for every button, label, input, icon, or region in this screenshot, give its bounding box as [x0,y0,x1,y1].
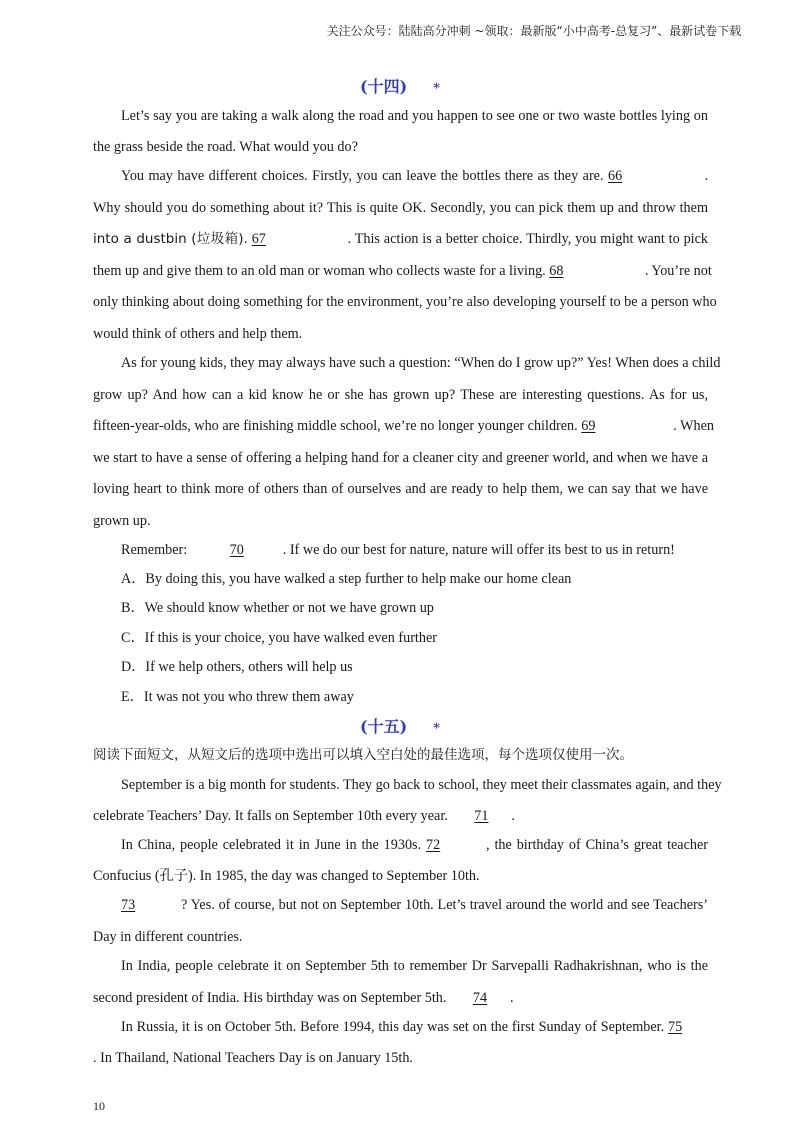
page-header: 关注公众号：陆陆高分冲刺 ~领取：最新版“小中高考-总复习”、最新试卷下载 [326,24,742,38]
paragraph-line: You may have different choices. Firstly, you can leave the bottles there as they are. 66 . [121,168,709,184]
paragraph-line: grown up. [93,513,151,529]
option-c: C．If this is your choice, you have walked even further [121,630,437,646]
option-b: B．We should know whether or not we have grown up [121,600,434,616]
blank-74: 74 [472,990,488,1006]
paragraph-line: only thinking about doing something for the environment, you’re also developing yourself to be a person who [93,294,717,310]
option-e: E．It was not you who threw them away [121,689,354,705]
section-title-14: (十四) * [360,77,440,96]
page-number: 10 [93,1099,105,1113]
paragraph-line: Confucius (孔子). In 1985, the day was changed to September 10th. [93,868,480,884]
paragraph-line: them up and give them to an old man or woman who collects waste for a living. 68 . You’re not [93,263,712,279]
blank-72: 72 [426,837,441,853]
paragraph-line: Why should you do something about it? This is quite OK. Secondly, you can pick them up and throw them [93,200,708,216]
paragraph-line: Remember: 70 . If we do our best for nature, nature will offer its best to us in return! [121,542,675,558]
paragraph-line: . In Thailand, National Teachers Day is on January 15th. [93,1050,413,1066]
paragraph-line: In Russia, it is on October 5th. Before 1994, this day was set on the first Sunday of September. 75 [121,1018,708,1036]
section-title-15: (十五) * [360,717,440,736]
blank-68: 68 [549,263,564,279]
option-d: D．If we help others, others will help us [121,659,353,675]
blank-69: 69 [581,418,596,434]
paragraph-line: loving heart to think more of others than of ourselves and are ready to help them, we can say that we have [93,481,708,497]
paragraph-line: grow up? And how can a kid know he or she has grown up? These are interesting questions. As for us, [93,387,708,403]
blank-73: 73 [121,897,136,913]
paragraph-line: into a dustbin (垃圾箱). 67 . This action is a better choice. Thirdly, you might want to pick [93,231,709,247]
star-mark: * [433,81,440,96]
blank-67: 67 [251,231,266,247]
blank-70: 70 [229,542,244,558]
paragraph-line: 73 ? Yes. of course, but not on September 10th. Let’s travel around the world and see Teachers’ [121,897,708,913]
paragraph-line: we start to have a sense of offering a helping hand for a cleaner city and greener world, and when we have a [93,450,708,466]
blank-66: 66 [608,168,623,184]
paragraph-line: would think of others and help them. [93,326,303,342]
blank-71: 71 [474,808,489,824]
paragraph-line: the grass beside the road. What would you do? [93,139,358,155]
paragraph-line: celebrate Teachers’ Day. It falls on September 10th every year. 71 . [93,808,515,824]
paragraph-line: second president of India. His birthday was on September 5th. 74 . [93,990,514,1006]
paragraph-line: fifteen-year-olds, who are finishing middle school, we’re no longer younger children. 69 . When [93,418,714,434]
star-mark: * [433,721,440,736]
paragraph-line: In India, people celebrate it on September 5th to remember Dr Sarvepalli Radhakrishnan, who is the [121,958,708,974]
paragraph-line: In China, people celebrated it in June in the 1930s. 72 , the birthday of China’s great teacher [121,837,709,853]
option-a: A．By doing this, you have walked a step further to help make our home clean [121,571,572,587]
paragraph-line: As for young kids, they may always have such a question: “When do I grow up?” Yes! When does a child [121,355,721,371]
blank-75: 75 [668,1019,683,1035]
paragraph-line: Day in different countries. [93,929,243,945]
paragraph-line: Let’s say you are taking a walk along the road and you happen to see one or two waste bottles lying on [121,108,708,124]
instruction-text: 阅读下面短文，从短文后的选项中选出可以填入空白处的最佳选项，每个选项仅使用一次。 [93,747,633,763]
paragraph-line: September is a big month for students. They go back to school, they meet their classmates again, and they [121,777,722,793]
